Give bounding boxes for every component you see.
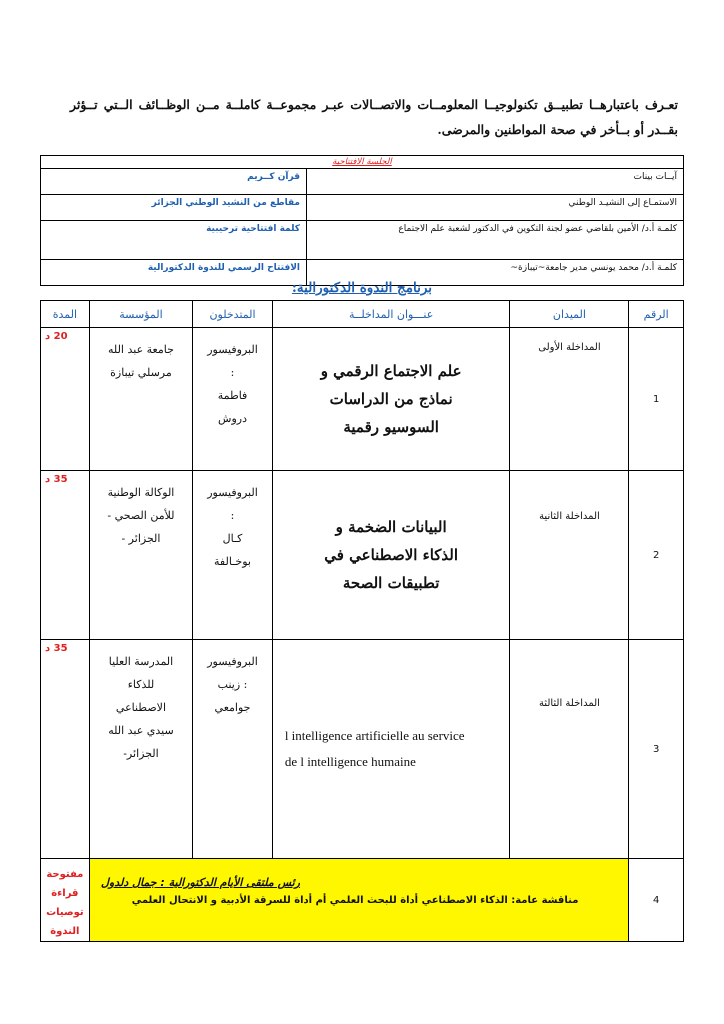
row-duration-open xyxy=(41,859,90,942)
institution-line: مرسلي تيبازة xyxy=(110,366,172,379)
header-title: عنـــوان المداخلــة xyxy=(272,301,510,328)
table-row xyxy=(41,859,684,942)
row-institution xyxy=(89,328,192,471)
institution-line: للأمن الصحي - xyxy=(107,509,175,522)
session-description: قرآن كــريم xyxy=(41,169,307,195)
institution-line: سيدي عبد الله xyxy=(108,724,174,737)
title-text-line2: de l intelligence humaine xyxy=(284,754,416,769)
session-row xyxy=(41,195,684,221)
speaker-line: دروش xyxy=(218,412,247,425)
speaker-line: : xyxy=(230,366,235,379)
open-line: توصيات xyxy=(46,907,84,918)
session-description: كلمة افتتاحية ترحيبية xyxy=(41,221,307,260)
session-activity: آيــات بينات xyxy=(307,169,684,195)
row-institution xyxy=(89,640,192,859)
header-field: الميدان xyxy=(510,301,629,328)
institution-line: المدرسة العليا xyxy=(108,655,174,668)
program-header-row xyxy=(41,301,684,328)
header-speakers: المتدخلون xyxy=(193,301,273,328)
session-activity: كلمـة أ.د/ الأمين بلقاضي عضو لجنة التكوين في الدكتور لشعبة علم الاجتماع xyxy=(307,221,684,260)
institution-line: الوكالة الوطنية xyxy=(107,486,175,499)
row-field: المداخلة الأولى xyxy=(510,328,629,471)
row-speaker xyxy=(193,328,273,471)
general-discussion: مناقشة عامة: الذكاء الاصطناعي أداة للبحث العلمي أم أداة للسرقة الأدبية و الانتحال العلمي xyxy=(89,859,629,942)
title-text-line1: l intelligence artificielle au service xyxy=(284,728,465,743)
table-row xyxy=(41,471,684,640)
row-duration: 20 د xyxy=(41,328,90,471)
row-institution xyxy=(89,471,192,640)
intro-paragraph: تعـرف باعتبارهــا تطبيــق تكنولوجيــا المعلومــات والاتصــالات عبـر مجموعــة كاملــة مــن الوظــائف الــتي تــؤثر بقــدر أو بــأخر في صحة المواطنين والمرضى. xyxy=(70,97,678,137)
header-institution: المؤسسة xyxy=(89,301,192,328)
speaker-line: البروفيسور xyxy=(207,486,258,499)
session-header: الجلسة الافتتاحية xyxy=(41,156,684,169)
speaker-line: : xyxy=(230,509,235,522)
speaker-line: البروفيسور xyxy=(207,343,258,356)
row-duration: 35 د xyxy=(41,640,90,859)
title-text: البيانات الضخمة و الذكاء الاصطناعي في تطبيقات الصحة xyxy=(324,518,459,592)
speaker-line: البروفيسور xyxy=(207,655,258,668)
row-speaker xyxy=(193,640,273,859)
speaker-line: جوامعي xyxy=(214,701,251,714)
row-title xyxy=(272,471,510,640)
row-number: 4 xyxy=(629,859,684,942)
institution-line: الجزائر - xyxy=(121,532,161,545)
program-title: برنامج الندوة الدكتورالية: xyxy=(291,280,433,296)
session-activity: الاستمـاع إلى النشيـد الوطني xyxy=(307,195,684,221)
row-speaker xyxy=(193,471,273,640)
speaker-line: فاطمة xyxy=(217,389,248,402)
row-field: المداخلة الثالثة xyxy=(510,640,629,859)
institution-line: الاصطناعي xyxy=(115,701,167,714)
institution-line: جامعة عبد الله xyxy=(108,343,174,356)
speaker-line: كـال xyxy=(222,532,243,545)
row-duration: 35 د xyxy=(41,471,90,640)
session-description: مقاطع من النشيد الوطني الجزائر xyxy=(41,195,307,221)
institution-line: الجزائر- xyxy=(123,747,159,760)
row-number: 1 xyxy=(629,328,684,471)
program-table xyxy=(40,300,684,942)
speaker-line: بوخـالفة xyxy=(214,555,251,568)
title-text: علم الاجتماع الرقمي و نماذج من الدراسات السوسيو رقمية xyxy=(320,362,462,436)
row-title xyxy=(272,328,510,471)
header-duration: المدة xyxy=(41,301,90,328)
open-line: الندوة xyxy=(50,926,80,937)
session-activity: كلمـة أ.د/ محمد يونسي مدير جامعة~تيبازة~ xyxy=(307,260,684,286)
open-line: مفتوحة xyxy=(46,869,84,880)
footer-signature: رئس ملتقى الأيام الدكتورالية : جمال دلدول xyxy=(100,876,300,889)
open-line: قراءة xyxy=(51,888,79,899)
institution-line: للذكاء xyxy=(127,678,155,691)
speaker-line: : زينب xyxy=(217,678,248,691)
session-description: الافتتاح الرسمي للندوة الدكتورالية xyxy=(41,260,307,286)
session-row xyxy=(41,221,684,260)
row-field: المداخلة الثانية xyxy=(510,471,629,640)
opening-session-table xyxy=(40,155,684,286)
row-number: 2 xyxy=(629,471,684,640)
row-number: 3 xyxy=(629,640,684,859)
session-row xyxy=(41,169,684,195)
header-num: الرقم xyxy=(629,301,684,328)
table-row xyxy=(41,640,684,859)
row-title xyxy=(272,640,510,859)
table-row xyxy=(41,328,684,471)
